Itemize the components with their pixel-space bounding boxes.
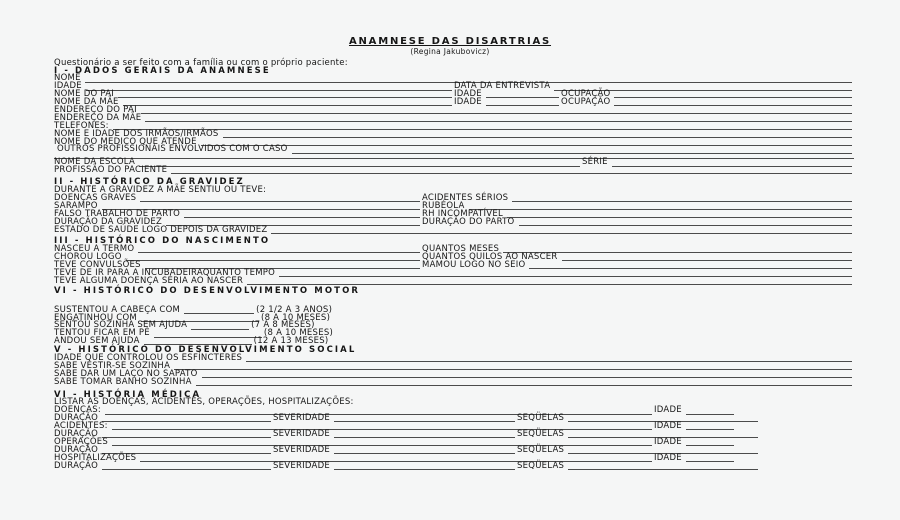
document-title-text: ANAMNESE DAS DISARTRIAS (348, 36, 552, 47)
field-label: SEVERIDADE (273, 413, 330, 424)
blank-line (202, 371, 852, 378)
field-label: NOME DA ESCOLA (54, 157, 136, 168)
field-label: DURAÇÃO (54, 460, 99, 471)
field-label: IDADE (454, 97, 482, 108)
field-label: TENTOU FICAR EM PÉ (54, 328, 150, 339)
field-label: HOSPITALIZAÇÕES (54, 452, 137, 463)
field-label: IDADE (654, 421, 682, 432)
field-label: RUBÉOLA (422, 200, 465, 211)
field-group (454, 98, 561, 106)
form-row (54, 167, 854, 175)
field-label: NOME DO PAI (54, 89, 115, 100)
field-label: OCUPAÇÃO (561, 89, 611, 100)
field-label: FALSO TRABALHO DE PARTO (54, 208, 181, 219)
blank-line (246, 355, 852, 362)
field-label: (7 A 8 MESES) (251, 320, 315, 331)
field-label: ESTADO DE SAÚDE LOGO DEPOIS DA GRAVIDEZ (54, 224, 268, 235)
field-label: TEVE CONVULSÕES (54, 260, 141, 271)
form-row (54, 378, 854, 386)
section-heading-row (54, 287, 854, 295)
field-label: SÉRIE (582, 157, 608, 168)
field-label: SABE TOMAR BANHO SOZINHA (54, 376, 192, 387)
field-label: (8 A 10 MESES) (261, 312, 331, 323)
field-label: OCUPAÇÃO (561, 97, 611, 108)
document-title (0, 37, 900, 47)
blank-line (507, 211, 852, 218)
form-row (54, 306, 854, 314)
field-label: (2 1/2 A 3 ANOS) (256, 304, 333, 315)
form-row (54, 322, 854, 330)
section-title: III - HISTÓRICO DO NASCIMENTO (54, 236, 271, 247)
blank-line (612, 160, 852, 167)
field-label: NOME E IDADE DOS IRMÃOS/IRMÃOS (54, 128, 219, 139)
field-label: (8 A 10 MESES) (263, 328, 334, 339)
field-label: SABE DAR UM LAÇO NO SAPATO (54, 368, 198, 379)
field-label: IDADE QUE CONTROLOU OS ESFÍNCTERES (54, 352, 243, 363)
blank-line (292, 147, 852, 154)
document-header (0, 0, 900, 56)
field-label: SEQÜELAS (517, 428, 565, 439)
field-label: ANDOU SEM AJUDA (54, 336, 140, 347)
form-row (54, 330, 854, 338)
blank-line (271, 227, 852, 234)
field-label: SENTOU SOZINHA SEM AJUDA (54, 320, 188, 331)
field-label: SUSTENTOU A CABEÇA COM (54, 304, 181, 315)
field-label: SEQÜELAS (517, 413, 565, 424)
field-label: SEQÜELAS (517, 460, 565, 471)
blank-line (529, 262, 852, 269)
blank-line (519, 219, 853, 226)
field-label: NOME DO MEDICO QUE ATENDE (54, 136, 197, 147)
field-label: DOENÇAS: (54, 405, 101, 416)
form-row (54, 146, 854, 154)
form-row (54, 277, 854, 285)
field-label: OPERAÇÕES (54, 436, 109, 447)
blank-line (279, 270, 852, 277)
form-row (54, 226, 854, 234)
field-label: DURAÇÃO (54, 428, 99, 439)
form-row (54, 106, 854, 114)
section-title: I - DADOS GERAIS DA ANAMNESE (54, 65, 271, 76)
field-label: SEQÜELAS (517, 444, 565, 455)
field-label: ENGATINHOU COM (54, 312, 137, 323)
blank-line (614, 91, 852, 98)
field-label: (12 A 13 MESES) (253, 336, 329, 347)
field-label: IDADE (654, 436, 682, 447)
field-group (273, 462, 517, 470)
field-label: IDADE (654, 452, 682, 463)
field-label: DURAÇÃO (54, 413, 99, 424)
field-label: ENDEREÇO DA MÃE (54, 112, 142, 123)
field-label: IDADE (54, 81, 82, 92)
field-label: SARAMPO (54, 200, 98, 211)
field-label: TEVE ALGUMA DOENÇA SÉRIA AO NASCER (54, 275, 244, 286)
blank-line (123, 99, 452, 106)
form-row (54, 159, 854, 167)
blank-line (154, 331, 262, 338)
blank-line (184, 307, 254, 314)
form-row (54, 462, 854, 470)
field-label: RH INCOMPATÍVEL (422, 208, 503, 219)
field-label: SEVERIDADE (273, 460, 330, 471)
blank-line (174, 363, 852, 370)
blank-line (686, 408, 734, 415)
field-label: SEVERIDADE (273, 444, 330, 455)
section-title: II - HISTÓRICO DA GRAVIDEZ (54, 177, 245, 188)
blank-line (486, 99, 559, 106)
field-label: TEVE DE IR PARA A INCUBADEIRAQUANTO TEMPO (54, 267, 276, 278)
field-label: CHOROU LOGO (54, 252, 122, 263)
field-label: QUANTOS QUILOS AO NASCER (422, 252, 558, 263)
field-label: PROFISSÃO DO PACIENTE (54, 165, 168, 176)
section-title: VI - HISTÓRICO DO DESENVOLVIMENTO MOTOR (54, 285, 361, 296)
form-row (54, 354, 854, 362)
blank-line (141, 107, 852, 114)
field-label: IDADE (454, 89, 482, 100)
blank-line (201, 139, 852, 146)
blank-line (102, 463, 271, 470)
blank-line (512, 195, 852, 202)
field-label: ENDEREÇO DO PAI (54, 105, 137, 116)
blank-line (686, 423, 734, 430)
section-title: V - HISTÓRICO DO DESENVOLVIMENTO SOCIAL (54, 345, 357, 356)
blank-line (223, 131, 852, 138)
blank-line (686, 439, 734, 446)
field-label: ACIDENTES: (54, 421, 108, 432)
field-label: DOENÇAS GRAVES (54, 192, 137, 203)
blank-line (247, 278, 852, 285)
blank-line (469, 203, 852, 210)
field-label: LISTAR AS DOENÇAS, ACIDENTES, OPERAÇÕES, HOSPITALIZAÇÕES: (54, 397, 354, 408)
field-label: NOME DA MÃE (54, 97, 119, 108)
blank-line (686, 455, 734, 462)
field-label: SEVERIDADE (273, 428, 330, 439)
form-body (54, 59, 854, 470)
field-label: NOME (54, 73, 81, 84)
form-row (54, 98, 854, 106)
blank-line (113, 123, 852, 130)
blank-line (614, 99, 852, 106)
field-label: OUTROS PROFISSIONAIS ENVOLVIDOS COM O CASO (57, 144, 288, 155)
field-label: DURAÇÃO (54, 444, 99, 455)
field-label: TELEFONES: (54, 120, 109, 131)
blank-line (196, 379, 852, 386)
form-row (54, 114, 854, 122)
field-label: DURAÇÃO DA GRAVIDEZ (54, 216, 163, 227)
section-title: VI - HISTÓRIA MÉDICA (54, 389, 202, 400)
blank-line (145, 115, 852, 122)
field-label: DATA DA ENTREVISTA (454, 81, 551, 92)
field-label: SABE VESTIR-SE SOZINHA (54, 360, 171, 371)
field-label: NASCEU A TERMO (54, 244, 135, 255)
field-label: Questionário a ser feito com a família ou com o próprio paciente: (54, 57, 348, 68)
field-label: IDADE (654, 405, 682, 416)
blank-line (171, 167, 852, 174)
blank-line (334, 463, 515, 470)
field-label: DURANTE A GRAVIDEZ A MÃE SENTIU OU TEVE: (54, 185, 267, 196)
blank-line (139, 160, 580, 167)
blank-line (568, 463, 758, 470)
document-subtitle: (Regina Jakubovicz) (410, 47, 490, 56)
blank-line (562, 254, 852, 261)
field-label: DURAÇÃO DO PARTO (422, 216, 515, 227)
blank-line (191, 323, 249, 330)
field-group (54, 462, 273, 470)
field-label: MAMOU LOGO NO SEIO (422, 260, 526, 271)
section-heading-row (54, 67, 854, 75)
field-label: ACIDENTES SÉRIOS (422, 192, 509, 203)
field-label: QUANTOS MESES (422, 244, 500, 255)
